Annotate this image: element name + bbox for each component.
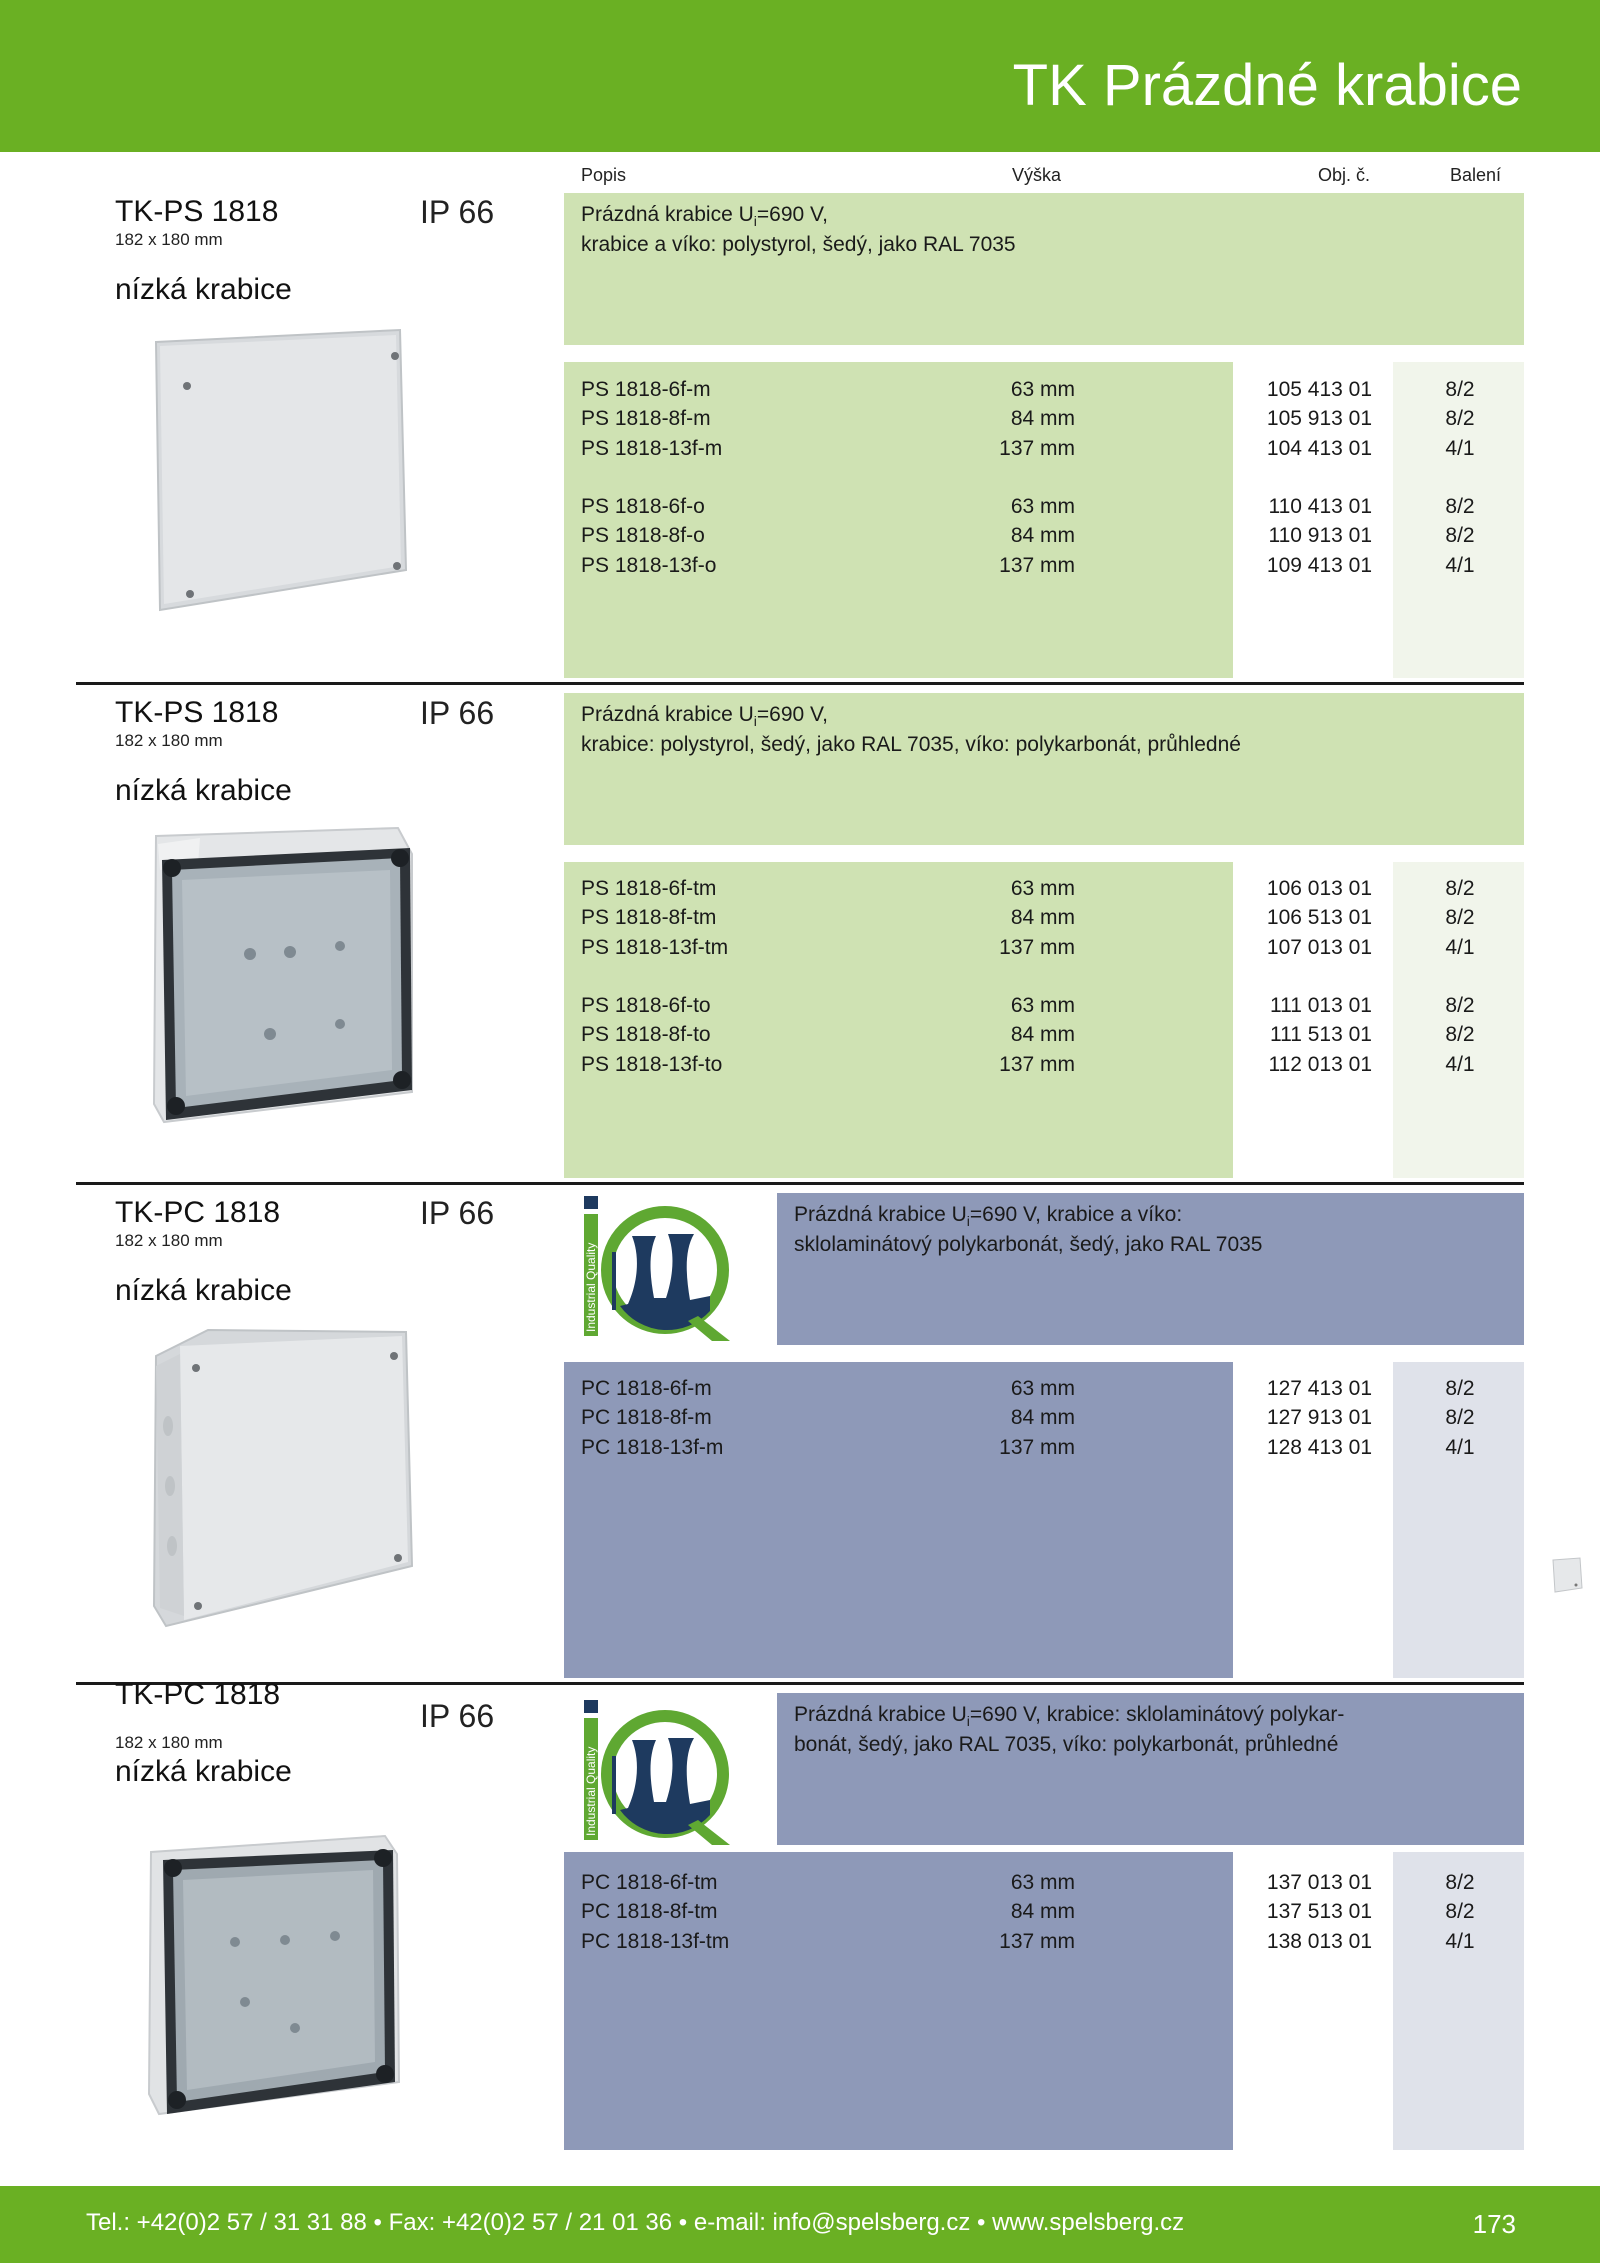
order-number: 105 413 01 [1266, 378, 1372, 401]
variant-code: PS 1818-8f-to [581, 1023, 711, 1047]
product-type: nízká krabice [115, 1274, 292, 1307]
product-size: 182 x 180 mm [115, 230, 223, 249]
product-name: TK-PC 1818 [115, 1678, 281, 1711]
variant-height: 137 mm [999, 1929, 1075, 1953]
variant-code: PC 1818-6f-tm [581, 1871, 718, 1894]
description-line-2: krabice: polystyrol, šedý, jako RAL 7035, víko: polykarbonát, průhledné [581, 733, 1241, 756]
column-header-baleni: Balení [1450, 165, 1502, 185]
packaging-unit: 8/2 [1445, 993, 1475, 1017]
footer-contact: Tel.: +42(0)2 57 / 31 31 88 • Fax: +42(0)2 57 / 21 01 36 • e-mail: info@spelsberg.cz • www.spelsberg.cz [86, 2209, 1185, 2236]
variant-code: PC 1818-13f-m [581, 1435, 724, 1459]
variant-code: PC 1818-13f-tm [581, 1929, 730, 1953]
page-number: 173 [1472, 2209, 1516, 2239]
packaging-unit: 8/2 [1445, 877, 1475, 900]
variant-height: 63 mm [1010, 378, 1075, 401]
description-line-1: Prázdná krabice $U_i=690$ V, [581, 703, 828, 730]
variant-height: 137 mm [999, 1052, 1075, 1076]
ip-rating: IP 66 [420, 194, 495, 230]
packaging-unit: 8/2 [1445, 1900, 1475, 1924]
product-size: 182 x 180 mm [115, 731, 223, 750]
packaging-unit: 8/2 [1445, 906, 1475, 930]
variant-code: PS 1818-6f-tm [581, 877, 717, 900]
packaging-unit: 4/1 [1445, 1052, 1475, 1076]
svg-text:Industrial Quality: Industrial Quality [584, 1746, 598, 1836]
variant-code: PS 1818-8f-tm [581, 906, 717, 930]
packaging-unit: 4/1 [1445, 1435, 1475, 1459]
variant-code: PS 1818-8f-m [581, 407, 711, 431]
packaging-unit: 8/2 [1445, 1023, 1475, 1047]
description-line-2: bonát, šedý, jako RAL 7035, víko: polykarbonát, průhledné [794, 1733, 1339, 1756]
order-number: 109 413 01 [1266, 553, 1372, 577]
order-number: 110 413 01 [1268, 494, 1372, 518]
variant-code: PC 1818-8f-tm [581, 1900, 718, 1924]
description-box [777, 1693, 1524, 1845]
variant-code: PS 1818-6f-to [581, 993, 711, 1017]
industrial-quality-logo [580, 1700, 740, 1850]
order-number: 137 013 01 [1266, 1871, 1372, 1894]
description-box [777, 1193, 1524, 1345]
description-line-2: sklolaminátový polykarbonát, šedý, jako RAL 7035 [794, 1233, 1263, 1256]
product-name: TK-PS 1818 [115, 195, 279, 228]
description-box [564, 193, 1524, 345]
packaging-unit: 4/1 [1445, 436, 1475, 460]
order-number: 138 013 01 [1266, 1929, 1372, 1953]
grey-pc-box-image [150, 1326, 415, 1631]
variant-height: 84 mm [1010, 1406, 1075, 1430]
ip-rating: IP 66 [420, 1195, 495, 1231]
variants-table-bg [564, 1852, 1233, 2150]
variant-height: 63 mm [1010, 1377, 1075, 1400]
product-name: TK-PC 1818 [115, 1196, 281, 1229]
section-divider [76, 1682, 1524, 1685]
description-line-2: krabice a víko: polystyrol, šedý, jako RAL 7035 [581, 233, 1016, 256]
packaging-unit: 8/2 [1445, 524, 1475, 548]
packaging-unit: 8/2 [1445, 1377, 1475, 1400]
packaging-unit: 8/2 [1445, 1871, 1475, 1894]
order-number: 128 413 01 [1266, 1435, 1372, 1459]
transparent-lid-pc-box-image [145, 1832, 405, 2117]
variant-code: PS 1818-13f-o [581, 553, 717, 577]
order-number: 137 513 01 [1266, 1900, 1372, 1924]
variant-height: 63 mm [1010, 494, 1075, 518]
order-number: 111 513 01 [1270, 1023, 1372, 1047]
variant-height: 84 mm [1010, 1023, 1075, 1047]
product-type: nízká krabice [115, 273, 292, 306]
column-header-obj: Obj. č. [1318, 165, 1371, 185]
column-header-vyska: Výška [1012, 165, 1062, 185]
product-type: nízká krabice [115, 774, 292, 807]
column-header-popis: Popis [581, 165, 627, 185]
variant-height: 84 mm [1010, 524, 1075, 548]
transparent-lid-box-image [150, 824, 420, 1124]
packaging-unit: 8/2 [1445, 1406, 1475, 1430]
ip-rating: IP 66 [420, 695, 495, 731]
variant-height: 137 mm [999, 1435, 1075, 1459]
variant-code: PS 1818-13f-tm [581, 935, 729, 959]
packaging-unit: 4/1 [1445, 1929, 1475, 1953]
variant-height: 137 mm [999, 553, 1075, 577]
variant-height: 63 mm [1010, 993, 1075, 1017]
product-size: 182 x 180 mm [115, 1231, 223, 1250]
order-number: 112 013 01 [1268, 1052, 1372, 1076]
page-title: TK Prázdné krabice [1012, 53, 1522, 118]
variant-height: 137 mm [999, 935, 1075, 959]
grey-box-image [150, 326, 410, 616]
order-number: 106 513 01 [1266, 906, 1372, 930]
variant-height: 84 mm [1010, 407, 1075, 431]
packaging-unit: 8/2 [1445, 407, 1475, 431]
page-footer [0, 2186, 1600, 2263]
packaging-column-bg [1393, 1852, 1524, 2150]
variant-height: 84 mm [1010, 906, 1075, 930]
page-header [0, 0, 1600, 152]
ip-rating: IP 66 [420, 1698, 495, 1734]
section-divider [76, 682, 1524, 685]
order-number: 111 013 01 [1270, 993, 1372, 1017]
variant-code: PS 1818-6f-m [581, 378, 711, 401]
order-number: 105 913 01 [1266, 407, 1372, 431]
variant-code: PS 1818-13f-m [581, 436, 723, 460]
section-divider [76, 1182, 1524, 1185]
description-box [564, 693, 1524, 845]
packaging-unit: 8/2 [1445, 494, 1475, 518]
svg-text:Industrial Quality: Industrial Quality [584, 1242, 598, 1332]
order-number: 127 413 01 [1266, 1377, 1372, 1400]
industrial-quality-logo [580, 1196, 740, 1346]
product-type: nízká krabice [115, 1755, 292, 1788]
packaging-unit: 8/2 [1445, 378, 1475, 401]
variant-code: PS 1818-8f-o [581, 524, 705, 548]
small-box-thumbnail [1550, 1556, 1584, 1594]
variant-height: 63 mm [1010, 1871, 1075, 1894]
variant-code: PC 1818-8f-m [581, 1406, 712, 1430]
order-number: 106 013 01 [1266, 877, 1372, 900]
order-number: 104 413 01 [1266, 436, 1372, 460]
packaging-unit: 4/1 [1445, 553, 1475, 577]
variant-code: PS 1818-6f-o [581, 494, 705, 518]
description-line-1: Prázdná krabice $U_i=690$ V, [581, 203, 828, 230]
variant-height: 137 mm [999, 436, 1075, 460]
variant-code: PS 1818-13f-to [581, 1052, 723, 1076]
description-line-1: Prázdná krabice $U_i=690$ V, krabice a víko: [794, 1203, 1183, 1230]
description-line-1: Prázdná krabice $U_i=690$ V, krabice: sklolaminátový polykar- [794, 1703, 1345, 1730]
order-number: 127 913 01 [1266, 1406, 1372, 1430]
product-name: TK-PS 1818 [115, 696, 279, 729]
product-size: 182 x 180 mm [115, 1733, 223, 1752]
order-number: 107 013 01 [1266, 935, 1372, 959]
order-number: 110 913 01 [1268, 524, 1372, 548]
variant-height: 63 mm [1010, 877, 1075, 900]
variant-height: 84 mm [1010, 1900, 1075, 1924]
packaging-unit: 4/1 [1445, 935, 1475, 959]
variant-code: PC 1818-6f-m [581, 1377, 712, 1400]
